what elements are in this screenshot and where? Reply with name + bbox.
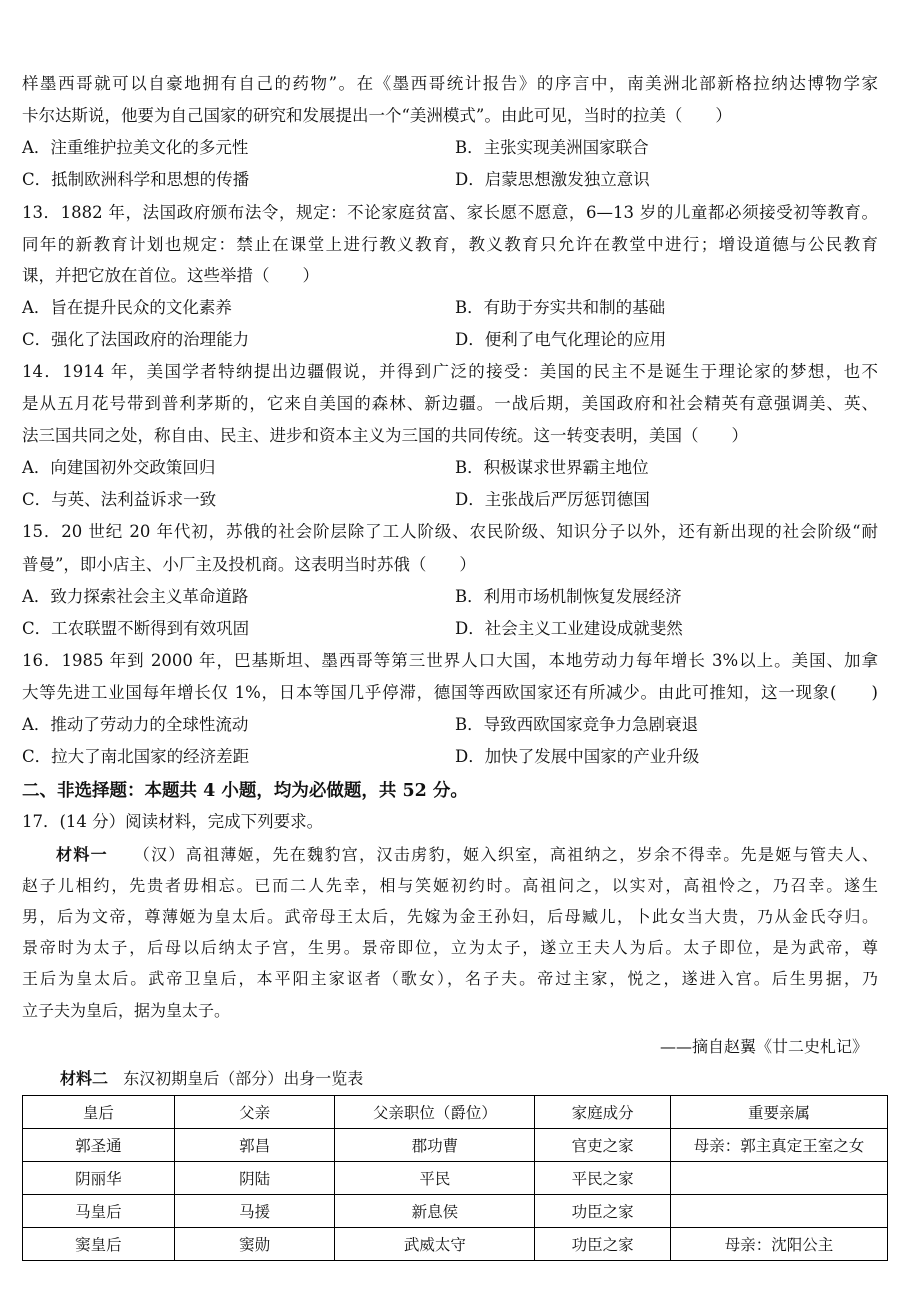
q12-option-c: C．抵制欧洲科学和思想的传播: [22, 170, 250, 189]
q12-option-d: D．启蒙思想激发独立意识: [455, 170, 650, 189]
q13-option-d: D．便利了电气化理论的应用: [455, 330, 667, 349]
q15-text-line: 普曼”，即小店主、小厂主及投机商。这表明当时苏俄（ ）: [22, 555, 476, 574]
table-row: [23, 1129, 888, 1162]
q12-text-line: 卡尔达斯说，他要为自己国家的研究和发展提出一个“美洲模式”。由此可见，当时的拉美（ ）: [22, 106, 732, 125]
material-2-label: 材料二: [60, 1069, 109, 1088]
q14-text-line: 14．1914 年，美国学者特纳提出边疆假说，并得到广泛的接受：美国的民主不是诞生于理论家的梦想，也不: [22, 362, 878, 381]
q16-option-a: A．推动了劳动力的全球性流动: [22, 715, 249, 734]
q14-text-line: 是从五月花号带到普利茅斯的，它来自美国的森林、新边疆。一战后期，美国政府和社会精英有意强调美、英、: [22, 394, 878, 413]
material-1-line: [56, 845, 878, 865]
table-cell: 马皇后: [23, 1195, 175, 1228]
table-row: [23, 1228, 888, 1261]
table-cell: 郡功曹: [335, 1129, 535, 1162]
material-1-line: 王后为皇太后。武帝卫皇后，本平阳主家讴者（歌女），名子夫。帝过主家，悦之，遂进入宫。后生男据，乃: [22, 969, 878, 988]
q13-text-line: 13．1882 年，法国政府颁布法令，规定：不论家庭贫富、家长愿不愿意，6—13 岁的儿童都必须接受初等教育。: [22, 203, 878, 222]
table-row: [23, 1195, 888, 1228]
material-2-caption: [60, 1069, 363, 1089]
q17-stem: 17．(14 分）阅读材料，完成下列要求。: [22, 812, 324, 831]
q13-option-b: B．有助于夯实共和制的基础: [455, 298, 666, 317]
material-1-source: ——摘自赵翼《廿二史札记》: [659, 1037, 868, 1056]
material-1-line: 景帝时为太子，后母以后纳太子宫，生男。景帝即位，立为太子，遂立王夫人为后。太子即位，是为武帝，尊: [22, 938, 878, 957]
table-header: 父亲: [174, 1096, 335, 1129]
q16-text-line: 16．1985 年到 2000 年，巴基斯坦、墨西哥等第三世界人口大国，本地劳动力每年增长 3%以上。美国、加拿: [22, 651, 878, 670]
table-header: 父亲职位（爵位）: [335, 1096, 535, 1129]
q14-text-line: 法三国共同之处，称自由、民主、进步和资本主义为三国的共同传统。这一转变表明，美国（ ）: [22, 426, 748, 445]
q14-option-c: C．与英、法利益诉求一致: [22, 490, 217, 509]
table-header: 皇后: [23, 1096, 175, 1129]
material-2-title: 东汉初期皇后（部分）出身一览表: [123, 1069, 364, 1088]
empress-table: [22, 1095, 888, 1261]
q14-option-a: A．向建国初外交政策回归: [22, 458, 216, 477]
section-heading: 二、非选择题：本题共 4 小题，均为必做题，共 52 分。: [22, 781, 468, 801]
q14-option-b: B．积极谋求世界霸主地位: [455, 458, 649, 477]
table-cell: 马援: [174, 1195, 335, 1228]
table-cell: 窦皇后: [23, 1228, 175, 1261]
table-cell: 母亲：沈阳公主: [671, 1228, 888, 1261]
q13-option-c: C．强化了法国政府的治理能力: [22, 330, 250, 349]
q15-option-d: D．社会主义工业建设成就斐然: [455, 619, 683, 638]
table-header: 重要亲属: [671, 1096, 888, 1129]
q12-option-b: B．主张实现美洲国家联合: [455, 138, 649, 157]
q13-text-line: 同年的新教育计划也规定：禁止在课堂上进行教义教育，教义教育只允许在教堂中进行；增设道德与公民教育: [22, 235, 878, 254]
q15-option-b: B．利用市场机制恢复发展经济: [455, 587, 682, 606]
material-1-text: （汉）高祖薄姬，先在魏豹宫，汉击虏豹，姬入织室，高祖纳之，岁余不得幸。先是姬与管夫人、: [133, 845, 878, 864]
q16-text-line: 大等先进工业国每年增长仅 1%，日本等国几乎停滞，德国等西欧国家还有所减少。由此可推知，这一现象( ): [22, 683, 878, 702]
table-cell: 官吏之家: [535, 1129, 671, 1162]
table-cell: [671, 1162, 888, 1195]
q12-text-line: 样墨西哥就可以自豪地拥有自己的药物”。在《墨西哥统计报告》的序言中，南美洲北部新格拉纳达博物学家: [22, 74, 878, 93]
q12-option-a: A．注重维护拉美文化的多元性: [22, 138, 249, 157]
table-cell: 郭圣通: [23, 1129, 175, 1162]
table-cell: 母亲：郭主真定王室之女: [671, 1129, 888, 1162]
table-cell: [671, 1195, 888, 1228]
q15-text-line: 15．20 世纪 20 年代初，苏俄的社会阶层除了工人阶级、农民阶级、知识分子以外，还有新出现的社会阶级“耐: [22, 522, 878, 541]
q16-option-c: C．拉大了南北国家的经济差距: [22, 747, 250, 766]
q15-option-a: A．致力探索社会主义革命道路: [22, 587, 249, 606]
table-header-row: [23, 1096, 888, 1129]
table-cell: 功臣之家: [535, 1195, 671, 1228]
table-cell: 阴陆: [174, 1162, 335, 1195]
table-cell: 新息侯: [335, 1195, 535, 1228]
material-1-line: 立子夫为皇后，据为皇太子。: [22, 1001, 231, 1020]
table-cell: 功臣之家: [535, 1228, 671, 1261]
table-cell: 平民: [335, 1162, 535, 1195]
q14-option-d: D．主张战后严厉惩罚德国: [455, 490, 650, 509]
table-row: [23, 1162, 888, 1195]
q16-option-b: B．导致西欧国家竞争力急剧衰退: [455, 715, 699, 734]
table-cell: 平民之家: [535, 1162, 671, 1195]
q13-text-line: 课，并把它放在首位。这些举措（ ）: [22, 266, 319, 285]
table-header: 家庭成分: [535, 1096, 671, 1129]
q13-option-a: A．旨在提升民众的文化素养: [22, 298, 232, 317]
table-cell: 阴丽华: [23, 1162, 175, 1195]
material-1-line: 赵子儿相约，先贵者毋相忘。已而二人先幸，相与笑姬初约时。高祖问之，以实对，高祖怜之，乃召幸。遂生: [22, 876, 878, 895]
table-cell: 郭昌: [174, 1129, 335, 1162]
material-1-line: 男，后为文帝，尊薄姬为皇太后。武帝母王太后，先嫁为金王孙妇，后母臧儿，卜此女当大贵，乃从金氏夺归。: [22, 907, 878, 926]
table-cell: 窦勋: [174, 1228, 335, 1261]
q16-option-d: D．加快了发展中国家的产业升级: [455, 747, 700, 766]
table-cell: 武威太守: [335, 1228, 535, 1261]
material-1-label: 材料一: [56, 845, 109, 864]
q15-option-c: C．工农联盟不断得到有效巩固: [22, 619, 250, 638]
